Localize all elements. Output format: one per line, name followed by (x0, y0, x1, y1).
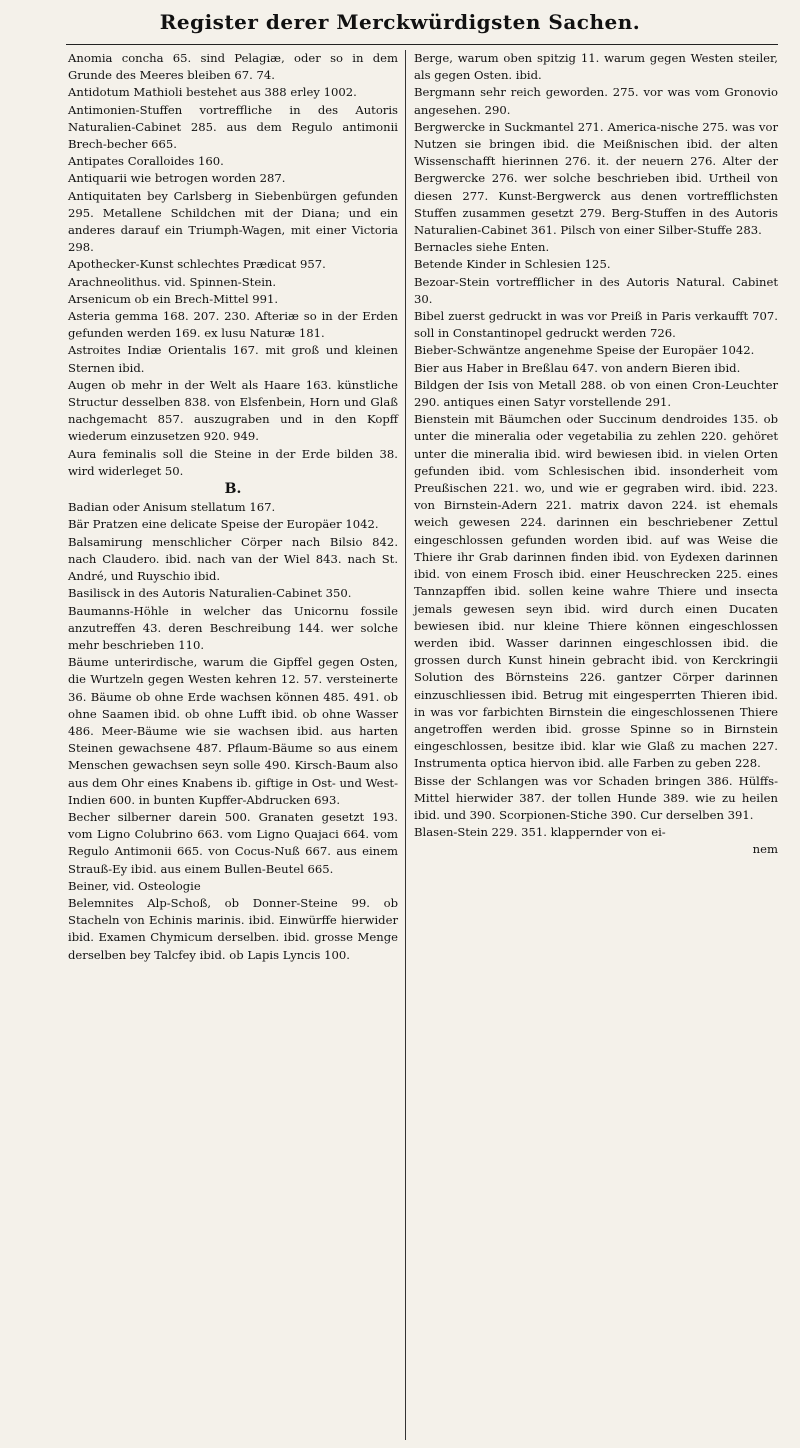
catchword: nem (752, 842, 778, 857)
index-entry: Apothecker-Kunst schlechtes Prædicat 957. (68, 257, 326, 272)
index-entry: Belemnites Alp-Schoß, ob Donner-Steine 99. ob Stacheln von Echinis marinis. ibid. Einwürffe hierwider ibid. Examen Chymicum derselben. ibid. grosse Menge derselben bey Talcfey ibid. ob Lapis Lyncis 100. (68, 895, 398, 962)
left-column (68, 50, 398, 964)
index-entry: Bernacles siehe Enten. (414, 240, 550, 255)
index-entry: Antiquitaten bey Carlsberg in Siebenbürgen gefunden 295. Metallene Schildchen mit der Diana; und ein anderes darauf ein Triumph-Wagen, mit einer Victoria 298. (68, 188, 398, 255)
section-letter-b: B. (224, 481, 242, 498)
right-column (414, 50, 778, 859)
index-entry: Blasen-Stein 229. 351. klappernder von ei- (414, 825, 666, 840)
index-entry: Bäume unterirdische, warum die Gipffel gegen Osten, die Wurtzeln gegen Westen kehren 12. 57. versteinerte 36. Bäume ob ohne Erde wachsen können 485. 491. ob ohne Saamen ibid. ob ohne Lufft ibid. ob ohne Wasser 486. Meer-Bäume wie sie wachsen ibid. aus harten Steinen gewachsene 487. Pflaum-Bäume so aus einem Menschen gewachsen seyn solle 490. Kirsch-Baum also aus dem Ohr eines Knabens ib. giftige in Ost- und West-Indien 600. in bunten Kupffer-Abdrucken 693. (68, 655, 398, 807)
index-entry: Balsamirung menschlicher Cörper nach Bilsio 842. nach Claudero. ibid. nach van der Wiel 843. nach St. André, und Ruyschio ibid. (68, 534, 398, 584)
index-entry: Astroites Indiæ Orientalis 167. mit groß und kleinen Sternen ibid. (68, 343, 398, 375)
index-entry: Arachneolithus. vid. Spinnen-Stein. (68, 274, 277, 289)
index-entry: Arsenicum ob ein Brech-Mittel 991. (68, 291, 279, 306)
index-entry: Antipates Coralloides 160. (68, 154, 224, 169)
index-entry: Augen ob mehr in der Welt als Haare 163. künstliche Structur desselben 838. von Elsfenbein, Horn und Glaß nachgemacht 857. auszugraben und in den Kopff wiederum einzusetzen 920. 949. (68, 377, 398, 444)
index-entry: Bier aus Haber in Breßlau 647. von andern Bieren ibid. (414, 360, 741, 375)
index-entry: Aura feminalis soll die Steine in der Erde bilden 38. wird widerleget 50. (68, 446, 398, 478)
running-head: Register derer Merckwürdigsten Sachen. (159, 10, 641, 34)
index-entry: Baumanns-Höhle in welcher das Unicornu fossile anzutreffen 43. deren Beschreibung 144. wer solche mehr beschrieben 110. (68, 603, 398, 652)
index-entry: Bisse der Schlangen was vor Schaden bringen 386. Hülffs-Mittel hierwider 387. der tollen Hunde 389. wie zu heilen ibid. und 390. Scorpionen-Stiche 390. Cur derselben 391. (414, 773, 778, 822)
index-entry: Bieber-Schwäntze angenehme Speise der Europäer 1042. (414, 343, 755, 358)
index-entry: Bienstein mit Bäumchen oder Succinum dendroides 135. ob unter die mineralia oder vegetabilia zu zehlen 220. gehöret unter die mineralia ibid. wird bewiesen ibid. in vielen Orten gefunden ibid. vom Schlesischen ibid. insonderheit vom Preußischen 221. wo, und wie er gegraben wird. ibid. 223. von Birnstein-Adern 221. matrix davon 224. ist ehemals weich gewesen 224. darinnen ein beschriebener Zettul eingeschlossen gefunden worden ibid. auf was Weise die Thiere ihr Grab darinnen finden ibid. von Eydexen darinnen ibid. von einem Frosch ibid. einer Heuschrecken 225. eines Tannzapffen ibid. sollen keine wahre Thiere und insecta jemals gewesen seyn ibid. wird durch einen Ducaten bewiesen ibid. nur kleine Thiere können eingeschlossen werden ibid. Wasser darinnen eingeschlossen ibid. die grossen durch Kunst hinein gebracht ibid. von Kerckringii Solution des Börnsteins 226. gantzer Cörper darinnen einzuschliessen ibid. Betrug mit eingesperrten Thieren ibid. in was vor farbichten Birnstein die eingeschlossenen Thiere angetroffen werden ibid. grosse Spinne so in Birnstein eingeschlossen, besitze ibid. klar wie Glaß zu machen 227. Instrumenta optica hiervon ibid. alle Farben zu geben 228. (414, 412, 778, 771)
index-entry: Antimonien-Stuffen vortreffliche in des Autoris Naturalien-Cabinet 285. aus dem Regulo antimonii Brech-becher 665. (68, 102, 398, 152)
index-entry: Asteria gemma 168. 207. 230. Afteriæ so in der Erden gefunden werden 169. ex lusu Naturæ 181. (68, 309, 398, 341)
index-entry: Berge, warum oben spitzig 11. warum gegen Westen steiler, als gegen Osten. ibid. (414, 51, 778, 83)
index-entry: Antiquarii wie betrogen worden 287. (68, 171, 286, 186)
index-entry: Basilisck in des Autoris Naturalien-Cabinet 350. (68, 586, 352, 601)
column-divider (405, 50, 406, 1440)
header-rule (66, 44, 778, 45)
index-entry: Beiner, vid. Osteologie (68, 878, 201, 893)
index-entry: Bergwercke in Suckmantel 271. America-nische 275. was vor Nutzen sie bringen ibid. die Meißnischen ibid. der alten Wissenschafft hierinnen 276. it. der neuern 276. Alter der Bergwercke 276. wer solche beschrieben ibid. Urtheil von diesen 277. Kunst-Bergwerck aus denen vortrefflichsten Stuffen zusammen gesetzt 279. Berg-Stuffen in des Autoris Naturalien-Cabinet 361. Pilsch von einer Silber-Stuffe 283. (414, 119, 778, 238)
index-entry: Bär Pratzen eine delicate Speise der Europäer 1042. (68, 517, 379, 532)
index-entry: Bergmann sehr reich geworden. 275. vor was vom Gronovio angesehen. 290. (414, 85, 778, 117)
index-entry: Bibel zuerst gedruckt in was vor Preiß in Paris verkaufft 707. soll in Constantinopel gedruckt werden 726. (414, 309, 778, 341)
index-entry: Anomia concha 65. sind Pelagiæ, oder so in dem Grunde des Meeres bleiben 67. 74. (68, 51, 398, 83)
index-entry: Bildgen der Isis von Metall 288. ob von einen Cron-Leuchter 290. antiques einen Satyr vorstellende 291. (414, 377, 778, 410)
index-entry: Antidotum Mathioli bestehet aus 388 erley 1002. (68, 85, 357, 100)
index-entry: Becher silberner darein 500. Granaten gesetzt 193. vom Ligno Colubrino 663. vom Ligno Quajaci 664. vom Regulo Antimonii 665. von Cocus-Nuß 667. aus einem Strauß-Ey ibid. aus einem Bullen-Beutel 665. (68, 809, 398, 876)
index-entry: Bezoar-Stein vortrefflicher in des Autoris Natural. Cabinet 30. (414, 274, 778, 306)
index-entry: Betende Kinder in Schlesien 125. (414, 257, 611, 272)
index-entry: Badian oder Anisum stellatum 167. (68, 500, 276, 515)
